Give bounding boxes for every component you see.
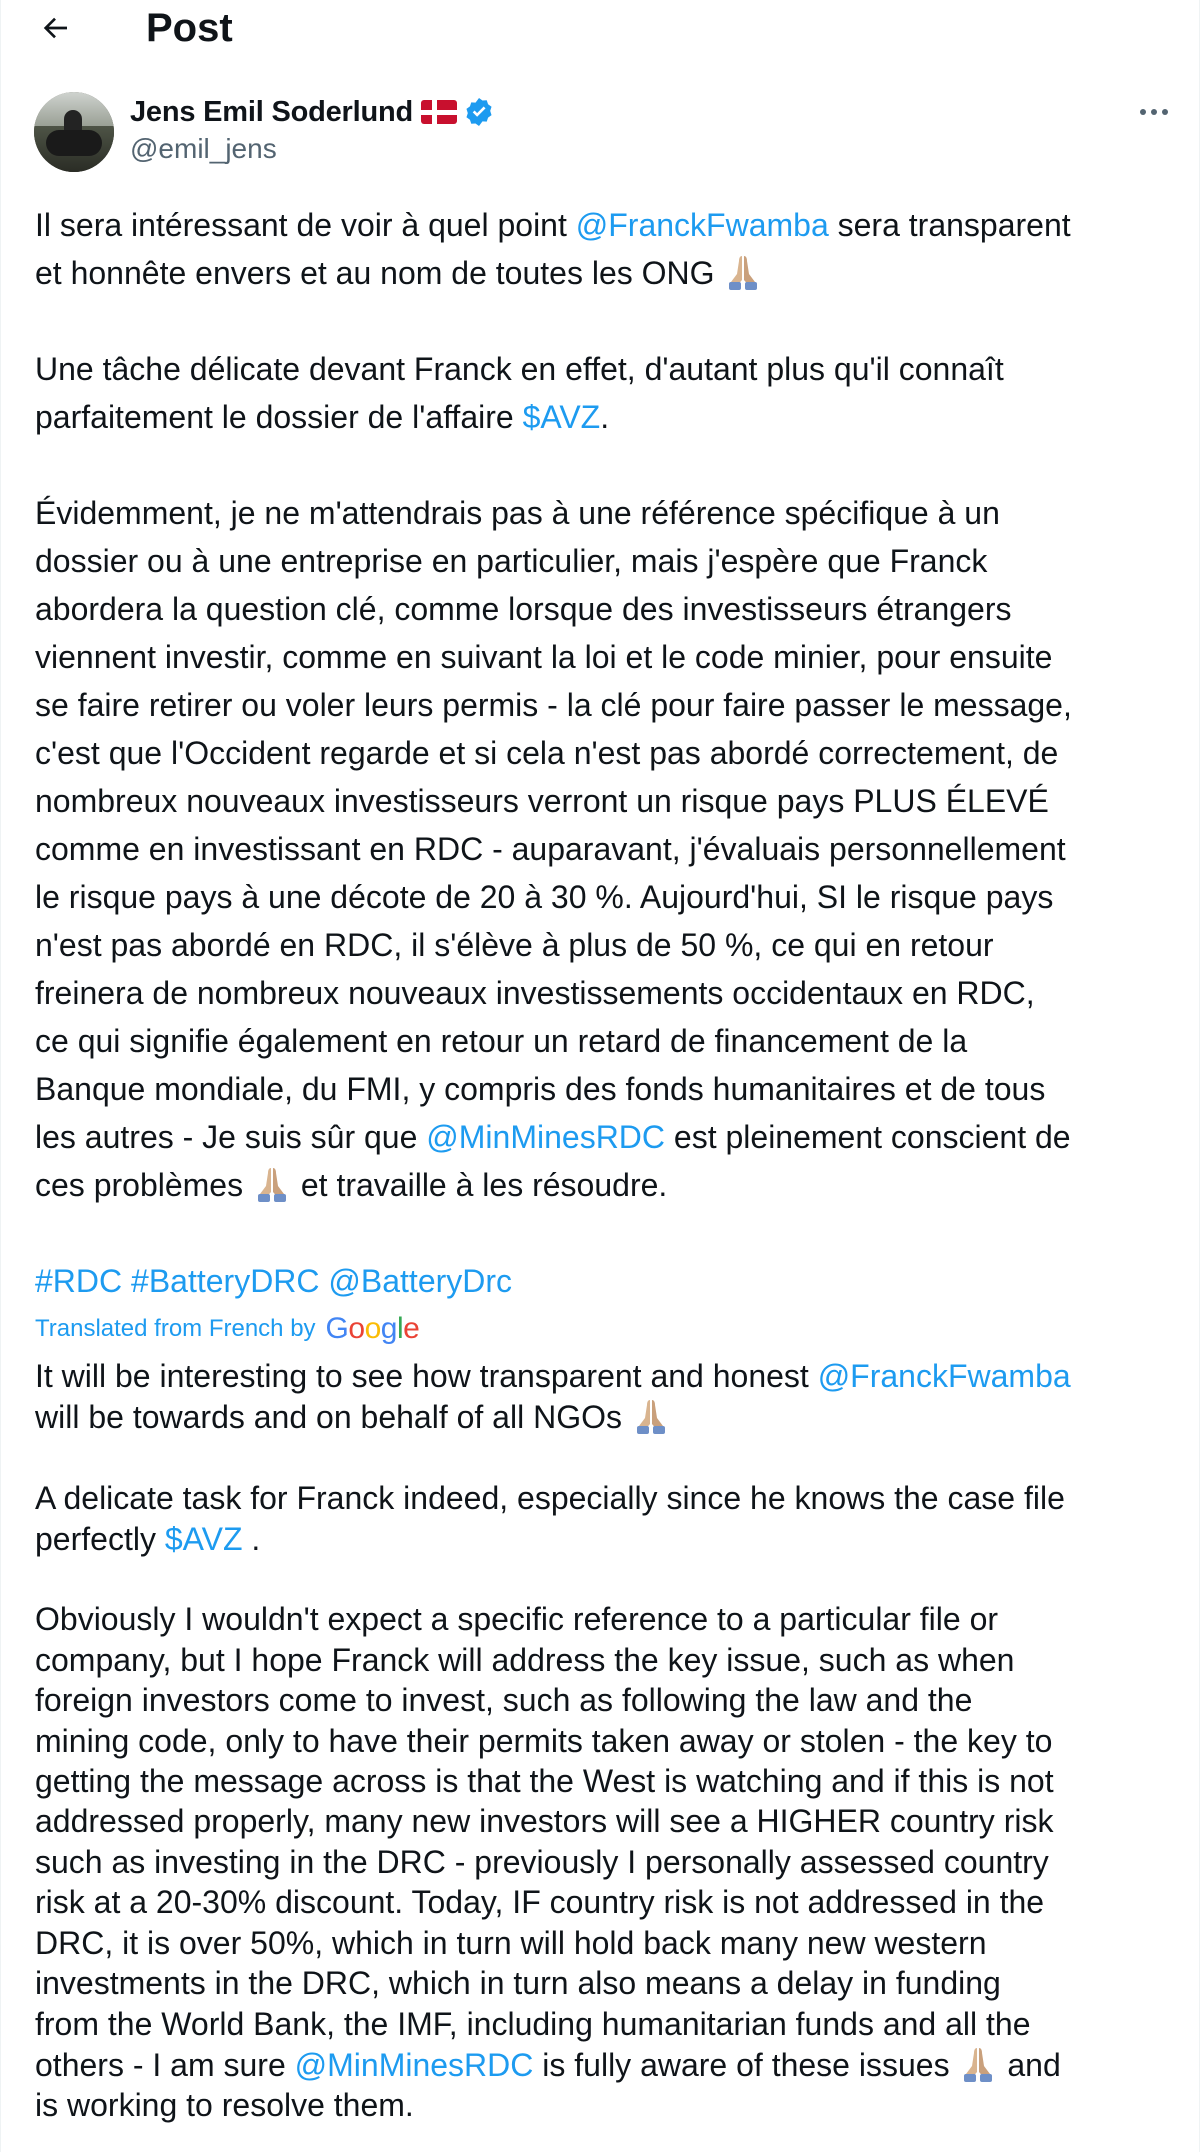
text-segment: est pleinement conscient de ces problèmes: [35, 1119, 1071, 1203]
mention-franckfwamba[interactable]: @FranckFwamba: [575, 207, 829, 243]
mention-minminesrdc[interactable]: @MinMinesRDC: [294, 2046, 534, 2083]
text-segment: It will be interesting to see how transparent and honest: [35, 1358, 818, 1394]
translation-label: Translated from French by: [35, 1315, 316, 1342]
hashtag-batterydrc[interactable]: #BatteryDRC: [131, 1263, 320, 1299]
google-logo: Google: [325, 1312, 420, 1345]
page-title: Post: [146, 6, 233, 50]
text-segment: and is working to resolve them.: [35, 2046, 1061, 2124]
folded-hands-emoji: [252, 1164, 292, 1204]
folded-hands-emoji: [723, 252, 763, 292]
text-segment: . Obviously I wouldn't expect a specific reference to a particular file or company, but I hope Franck will address the key issue, such as when foreign investors come to invest, such as following the law and the mining code, only to have their permits taken away or stolen - the key to getting the message across is that the West is watching and if this is not addressed properly, many new investors will see a HIGHER country risk such as investing in the DRC - previously I personally assessed country risk at a 20-30% discount. Today, IF country risk is not addressed in the DRC, it is over 50%, which in turn will hold back many new western investments in the DRC, which in turn also means a delay in funding from the World Bank, the IMF, including humanitarian funds and all the others - I am sure: [35, 1520, 1054, 2083]
mention-batterydrc[interactable]: @BatteryDrc: [328, 1263, 513, 1299]
post-author: [34, 92, 1174, 174]
post-text-original: [35, 201, 1175, 1305]
verified-badge-icon[interactable]: [463, 96, 495, 128]
post-text-translated: [35, 1356, 1185, 2126]
mention-franckfwamba[interactable]: @FranckFwamba: [817, 1358, 1071, 1394]
translation-attribution: [35, 1309, 419, 1349]
text-segment: A delicate task for Franck indeed, especially since he knows the case file perfectly: [35, 1480, 1065, 1557]
text-segment: et travaille à les résoudre.: [300, 1167, 668, 1203]
text-segment: Une tâche délicate devant Franck en effet, d'autant plus qu'il connaît parfaitement le dossier de l'affaire: [35, 351, 1004, 435]
text-segment: will be towards and on behalf of all NGOs: [35, 1399, 622, 1436]
text-segment: Il sera intéressant de voir à quel point: [35, 207, 576, 243]
author-handle[interactable]: @emil_jens: [130, 133, 277, 164]
hashtag-rdc[interactable]: #RDC: [35, 1263, 123, 1299]
avatar[interactable]: [34, 92, 114, 172]
folded-hands-emoji: [631, 1396, 671, 1436]
cashtag-avz[interactable]: $AVZ: [522, 399, 601, 435]
denmark-flag-icon: [421, 100, 457, 124]
more-options-button[interactable]: [1134, 92, 1174, 132]
more-horizontal-icon: [1140, 109, 1146, 115]
back-button[interactable]: [35, 8, 75, 48]
author-name[interactable]: Jens Emil Soderlund: [130, 95, 414, 128]
top-bar: [1, 0, 1199, 56]
arrow-left-icon: [39, 12, 71, 44]
text-segment: is fully aware of these issues: [533, 2046, 959, 2083]
cashtag-avz[interactable]: $AVZ: [164, 1520, 243, 1557]
text-segment: sera transparent et honnête envers et au nom de toutes les ONG: [35, 207, 1071, 291]
mention-minminesrdc[interactable]: @MinMinesRDC: [426, 1119, 666, 1155]
text-segment: . Évidemment, je ne m'attendrais pas à une référence spécifique à un dossier ou à une entreprise en particulier, mais j'espère que Franck aborderа la question clé, comme lorsque des investisseurs étrangers viennent investir, comme en suivant la loi et le code minier, pour ensuite se faire retirer ou voler leurs permis - la clé pour faire passer le message, c'est que l'Occident regarde et si cela n'est pas abordé correctement, de nombreux nouveaux investisseurs verront un risque pays PLUS ÉLEVÉ comme en investissant en RDC - auparavant, j'évaluais personnellement le risque pays à une décote de 20 à 30 %. Aujourd'hui, SI le risque pays n'est pas abordé en RDC, il s'élève à plus de 50 %, ce qui en retour freinera de nombreux nouveaux investissements occidentaux en RDC, ce qui signifie également en retour un retard de financement de la Banque mondiale, du FMI, y compris des fonds humanitaires et de tous les autres - Je suis sûr que: [35, 399, 1072, 1155]
name-row: [130, 92, 495, 132]
folded-hands-emoji: [958, 2044, 998, 2084]
